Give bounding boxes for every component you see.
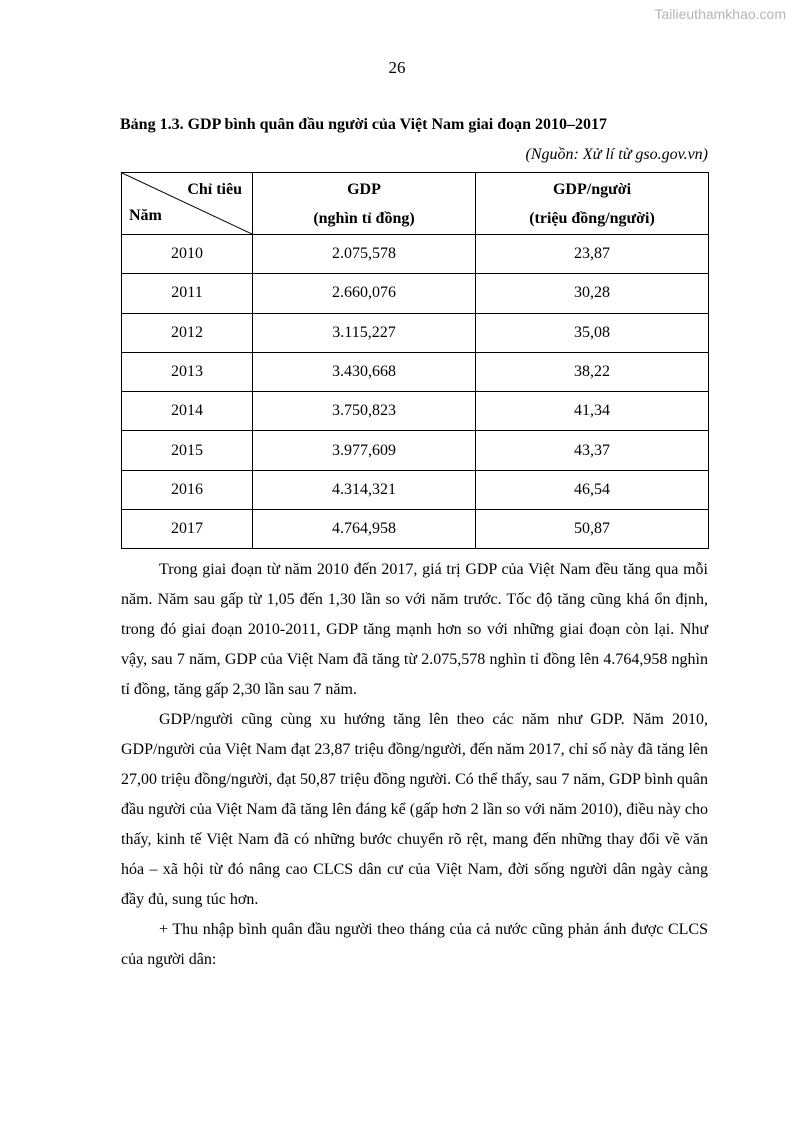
cell-per-capita: 41,34	[476, 392, 709, 431]
cell-year: 2011	[122, 274, 253, 313]
column-header-per-capita-line2: (triệu đồng/người)	[529, 209, 655, 227]
corner-header-cell	[122, 173, 253, 235]
cell-year: 2013	[122, 352, 253, 391]
table-row	[122, 510, 709, 549]
gdp-table	[121, 172, 709, 549]
table-row	[122, 235, 709, 274]
column-header-gdp-line2: (nghìn tỉ đồng)	[313, 209, 415, 227]
watermark: Tailieuthamkhao.com	[654, 6, 786, 22]
cell-year: 2016	[122, 470, 253, 509]
column-header-gdp-line1: GDP	[347, 180, 381, 198]
paragraph-gdp-analysis: Trong giai đoạn từ năm 2010 đến 2017, giá trị GDP của Việt Nam đều tăng qua mỗi năm. Năm sau gấp từ 1,05 đến 1,30 lần so với năm trước. Tốc độ tăng cũng khá ổn định, trong đó giai đoạn 2010-2011, GDP tăng mạnh hơn so với những giai đoạn còn lại. Như vậy, sau 7 năm, GDP của Việt Nam đã tăng từ 2.075,578 nghìn tỉ đồng lên 4.764,958 nghìn tỉ đồng, tăng gấp 2,30 lần sau 7 năm.	[121, 561, 708, 698]
cell-gdp: 3.977,609	[253, 431, 476, 470]
cell-gdp: 3.115,227	[253, 313, 476, 352]
page-number: 26	[388, 58, 406, 77]
cell-year: 2017	[122, 510, 253, 549]
table-row	[122, 274, 709, 313]
table-row	[122, 313, 709, 352]
table-title: Bảng 1.3. GDP bình quân đầu người của Việt Nam giai đoạn 2010–2017	[120, 116, 608, 133]
table-header-row	[122, 173, 709, 235]
column-header-gdp	[253, 173, 476, 235]
cell-per-capita: 35,08	[476, 313, 709, 352]
table-row	[122, 352, 709, 391]
cell-gdp: 2.660,076	[253, 274, 476, 313]
cell-per-capita: 23,87	[476, 235, 709, 274]
corner-header-year: Năm	[129, 207, 162, 224]
table-source: (Nguồn: Xử lí từ gso.gov.vn)	[525, 146, 708, 163]
paragraph-monthly-income: + Thu nhập bình quân đầu người theo tháng của cả nước cũng phản ánh được CLCS của người dân:	[121, 921, 708, 968]
cell-gdp: 4.764,958	[253, 510, 476, 549]
cell-year: 2015	[122, 431, 253, 470]
column-header-per-capita-line1: GDP/người	[552, 180, 632, 198]
cell-per-capita: 43,37	[476, 431, 709, 470]
cell-gdp: 2.075,578	[253, 235, 476, 274]
cell-per-capita: 38,22	[476, 352, 709, 391]
cell-gdp: 3.430,668	[253, 352, 476, 391]
cell-year: 2014	[122, 392, 253, 431]
cell-per-capita: 50,87	[476, 510, 709, 549]
corner-header-indicator: Chỉ tiêu	[187, 181, 242, 198]
cell-per-capita: 30,28	[476, 274, 709, 313]
cell-gdp: 4.314,321	[253, 470, 476, 509]
table-row	[122, 431, 709, 470]
body-text	[121, 555, 708, 975]
paragraph-per-capita-analysis: GDP/người cũng cùng xu hướng tăng lên theo các năm như GDP. Năm 2010, GDP/người của Việt Nam đạt 23,87 triệu đồng/người, đến năm 2017, chỉ số này đã tăng lên 27,00 triệu đồng/người, đạt 50,87 triệu đồng người. Có thể thấy, sau 7 năm, GDP bình quân đầu người của Việt Nam đã tăng lên đáng kể (gấp hơn 2 lần so với năm 2010), điều này cho thấy, kinh tế Việt Nam đã có những bước chuyển rõ rệt, mang đến những thay đổi về văn hóa – xã hội từ đó nâng cao CLCS dân cư của Việt Nam, đời sống người dân ngày càng đầy đủ, sung túc hơn.	[121, 711, 708, 908]
cell-year: 2010	[122, 235, 253, 274]
cell-per-capita: 46,54	[476, 470, 709, 509]
cell-gdp: 3.750,823	[253, 392, 476, 431]
table-row	[122, 470, 709, 509]
table-row	[122, 392, 709, 431]
column-header-per-capita	[476, 173, 709, 235]
cell-year: 2012	[122, 313, 253, 352]
